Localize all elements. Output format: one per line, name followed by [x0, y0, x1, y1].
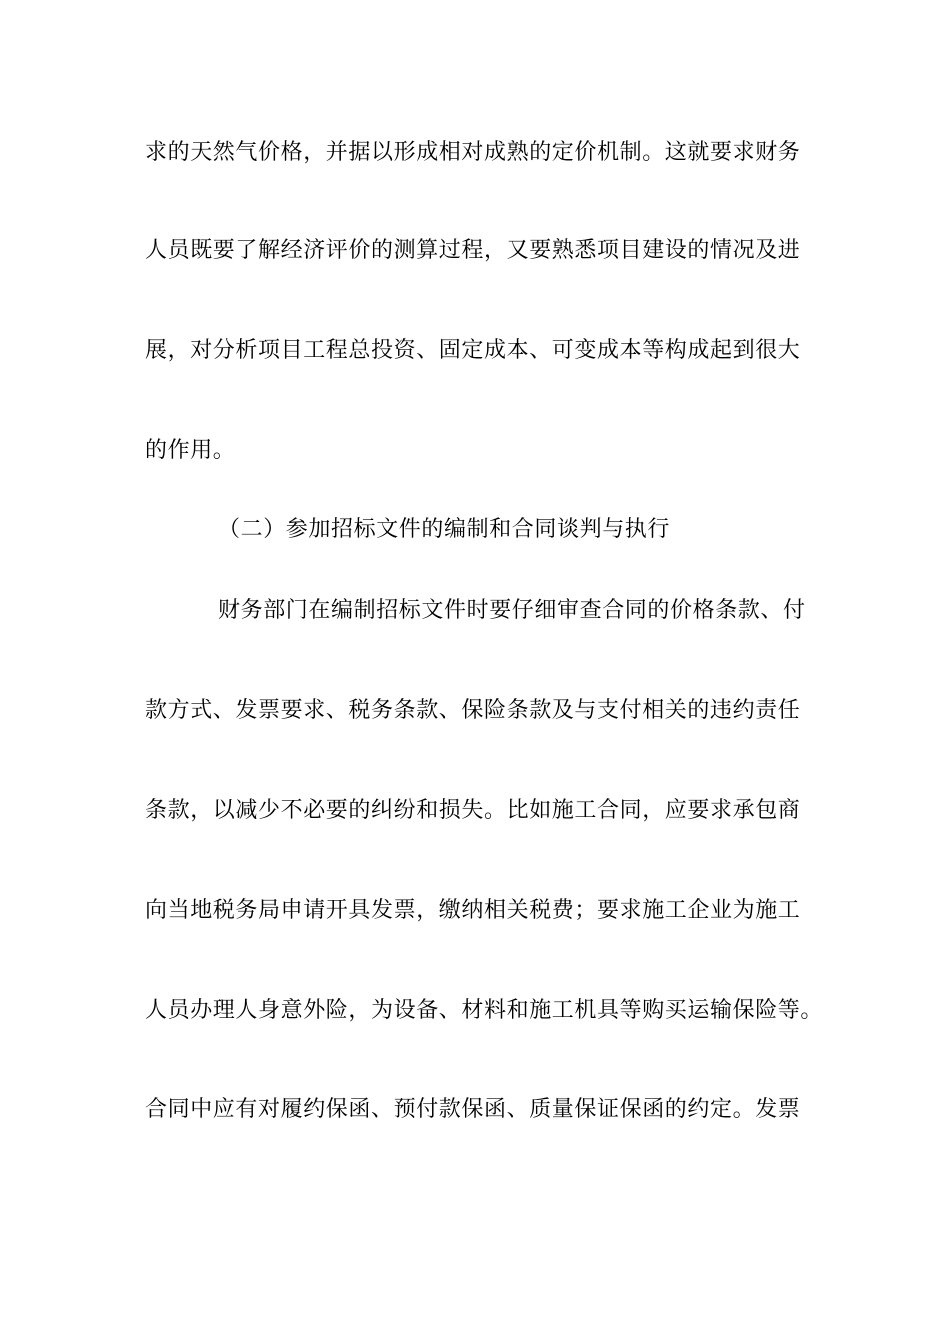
paragraph-line: 人员办理人身意外险，为设备、材料和施工机具等购买运输保险等。 — [145, 998, 824, 1023]
paragraph-line: 财务部门在编制招标文件时要仔细审查合同的价格条款、付 — [218, 598, 806, 623]
paragraph-line: 求的天然气价格，并据以形成相对成熟的定价机制。这就要求财务 — [145, 140, 801, 165]
paragraph-line: 款方式、发票要求、税务条款、保险条款及与支付相关的违约责任 — [145, 698, 801, 723]
paragraph-line: 展，对分析项目工程总投资、固定成本、可变成本等构成起到很大 — [145, 338, 801, 363]
paragraph-line: 条款，以减少不必要的纠纷和损失。比如施工合同，应要求承包商 — [145, 798, 801, 823]
paragraph-line: 向当地税务局申请开具发票，缴纳相关税费；要求施工企业为施工 — [145, 898, 801, 923]
paragraph-line: 合同中应有对履约保函、预付款保函、质量保证保函的约定。发票 — [145, 1097, 801, 1122]
paragraph-line: 的作用。 — [145, 438, 236, 463]
section-heading: （二）参加招标文件的编制和合同谈判与执行 — [218, 517, 671, 542]
paragraph-line: 人员既要了解经济评价的测算过程，又要熟悉项目建设的情况及进 — [145, 238, 801, 263]
